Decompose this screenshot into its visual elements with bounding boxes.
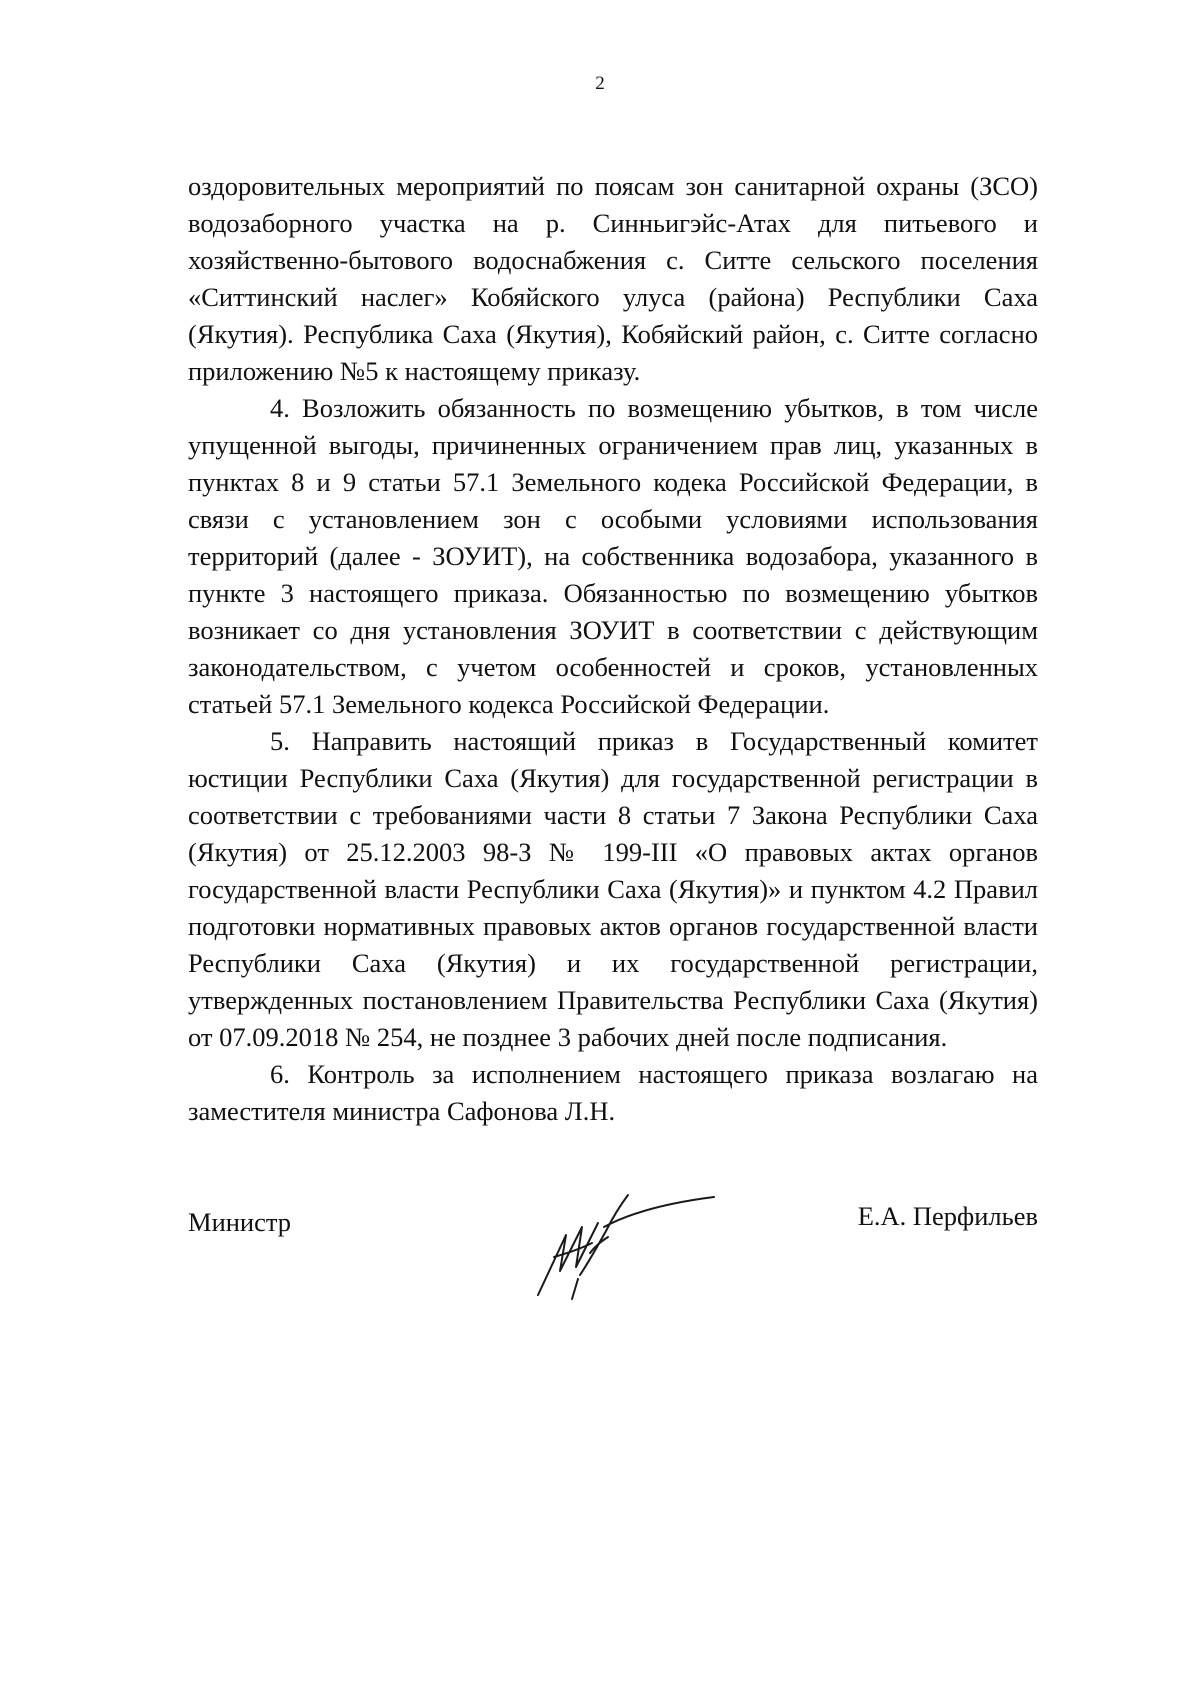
page-number: 2 (595, 73, 605, 94)
paragraph-item-5: 5. Направить настоящий приказ в Государственный комитет юстиции Республики Саха (Якутия) для государственной регистрации в соответствии с требованиями части 8 статьи 7 Закона Республики Саха (Якутия) от 25.12.2003 98-З № 199-III «О правовых актах органов государственной власти Республики Саха (Якутия)» и пунктом 4.2 Правил подготовки нормативных правовых актов органов государственной власти Республики Саха (Якутия) и их государственной регистрации, утвержденных постановлением Правительства Республики Саха (Якутия) от 07.09.2018 № 254, не позднее 3 рабочих дней после подписания. (188, 726, 1038, 1052)
signature-block (188, 1201, 1038, 1385)
signatory-title: Министр (188, 1207, 292, 1237)
signatory-name: Е.А. Перфильев (857, 1201, 1038, 1231)
paragraph-continuation: оздоровительных мероприятий по поясам зон санитарной охраны (ЗСО) водозаборного участка на р. Синньигэйс-Атах для питьевого и хозяйственно-бытового водоснабжения с. Ситте сельского поселения «Ситтинский наслег» Кобяйского улуса (района) Республики Саха (Якутия). Республика Саха (Якутия), Кобяйский район, с. Ситте согласно приложению №5 к настоящему приказу. (188, 171, 1038, 386)
handwritten-signature (518, 1183, 718, 1313)
paragraph-item-6: 6. Контроль за исполнением настоящего приказа возлагаю на заместителя министра Сафонова Л.Н. (188, 1059, 1038, 1126)
document-body (188, 168, 1038, 1130)
paragraph-item-4: 4. Возложить обязанность по возмещению убытков, в том числе упущенной выгоды, причиненных ограничением прав лиц, указанных в пунктах 8 и 9 статьи 57.1 Земельного кодека Российской Федерации, в связи с установлением зон с особыми условиями использования территорий (далее - ЗОУИТ), на собственника водозабора, указанного в пункте 3 настоящего приказа. Обязанностью по возмещению убытков возникает со дня установления ЗОУИТ в соответствии с действующим законодательством, с учетом особенностей и сроков, установленных статьей 57.1 Земельного кодекса Российской Федерации. (188, 393, 1038, 719)
